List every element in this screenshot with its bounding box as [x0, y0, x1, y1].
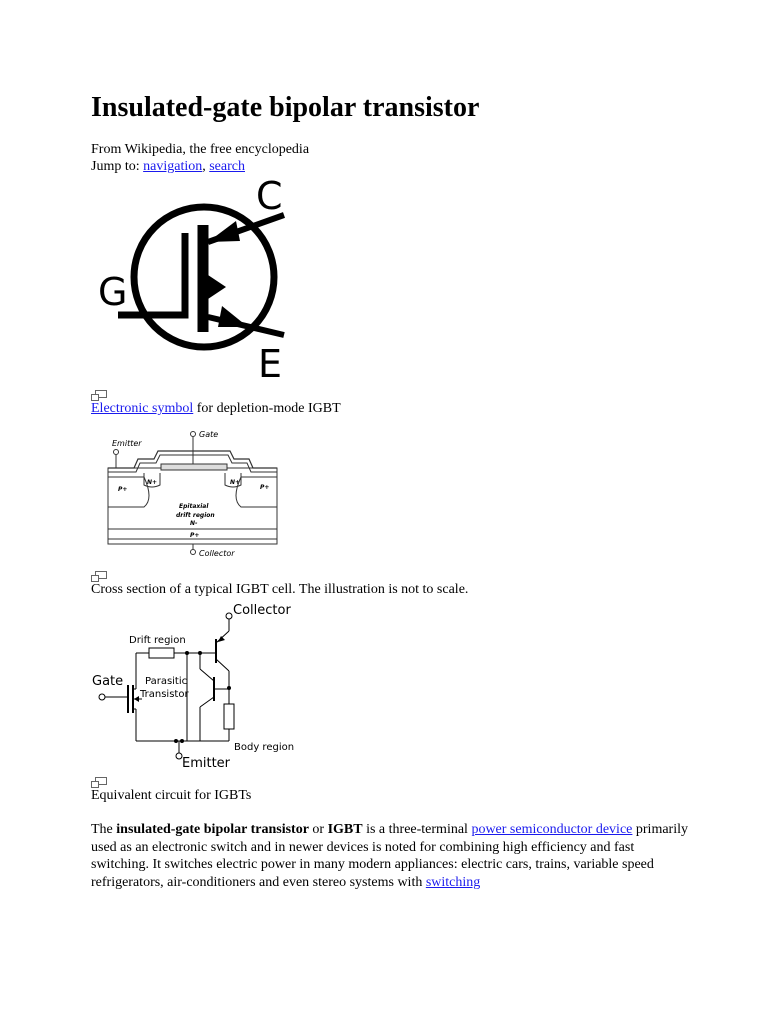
npn-collector-leg	[200, 669, 214, 681]
pnp-arrow	[218, 636, 225, 642]
gate-wedge	[208, 275, 226, 299]
caption-text: for depletion-mode IGBT	[196, 401, 341, 416]
ec-label-body-region: Body region	[234, 742, 295, 753]
body-resistor	[224, 704, 234, 729]
ec-label-drift-region: Drift region	[129, 635, 186, 646]
figure-caption-circuit: Equivalent circuit for IGBTs	[91, 788, 252, 803]
jump-to-label: Jump to:	[91, 159, 140, 174]
mos-arrow	[134, 696, 139, 702]
emitter-terminal	[114, 450, 119, 455]
drift-resistor	[149, 648, 174, 658]
navigation-link[interactable]: navigation	[143, 159, 203, 174]
cs-label-p-plus-bottom: P+	[190, 532, 200, 539]
pnp-emitter-leg	[216, 631, 229, 643]
intro-abbr: IGBT	[327, 822, 363, 837]
cs-label-drift-region: drift region	[176, 512, 215, 519]
cs-label-p-plus-left: P+	[118, 486, 128, 493]
label-g: G	[98, 270, 128, 314]
gate-terminal	[99, 694, 105, 700]
emitter-arrow	[218, 306, 248, 327]
search-link[interactable]: search	[209, 159, 245, 174]
intro-is-a: is a three-terminal	[366, 822, 468, 837]
jump-to-separator: ,	[202, 159, 206, 174]
label-e: E	[258, 342, 283, 385]
cs-label-collector: Collector	[199, 549, 235, 558]
intro-or: or	[312, 822, 325, 837]
ec-label-gate: Gate	[92, 674, 124, 689]
igbt-symbol-image[interactable]	[96, 175, 296, 385]
cs-label-p-plus-right: P+	[260, 484, 270, 491]
emitter-node-left	[174, 739, 178, 743]
cs-label-n-plus-right: N+	[230, 479, 241, 486]
gate-terminal	[191, 432, 196, 437]
igbt-cross-section-image[interactable]	[106, 427, 282, 559]
cs-label-gate: Gate	[199, 430, 219, 439]
page-title: Insulated-gate bipolar transistor	[91, 92, 480, 123]
ec-label-parasitic: Parasitic	[145, 676, 188, 687]
gate-poly	[161, 464, 227, 470]
ec-label-emitter: Emitter	[182, 756, 231, 771]
collector-arrow	[208, 221, 240, 242]
pnp-collector-leg	[216, 659, 229, 671]
intro-paragraph	[91, 821, 691, 891]
cs-label-n-minus: N-	[190, 520, 198, 527]
collector-terminal	[226, 613, 232, 619]
figure-caption-symbol	[91, 400, 341, 418]
body-node	[227, 686, 231, 690]
npn-emitter-leg	[200, 697, 214, 707]
cs-label-n-plus-left: N+	[147, 479, 158, 486]
jump-to-line	[91, 158, 245, 176]
ec-label-transistor: Transistor	[140, 689, 189, 700]
intro-term: insulated-gate bipolar transistor	[116, 822, 309, 837]
collector-terminal	[191, 550, 196, 555]
intro-the: The	[91, 822, 113, 837]
switching-link[interactable]: switching	[425, 874, 481, 890]
power-semiconductor-device-link[interactable]: power semiconductor device	[471, 822, 633, 837]
emitter-node	[180, 739, 184, 743]
cs-label-emitter: Emitter	[112, 439, 142, 448]
cs-label-epitaxial: Epitaxial	[179, 503, 209, 510]
intro-text: primarily used as an electronic switch and in newer devices is noted for combining high efficiency and fast switching. It switches electric power in many modern appliances: electric cars, trains, variable speed refrigerators, air-conditioners and even stereo systems with	[91, 822, 688, 890]
label-c: C	[256, 175, 283, 218]
from-line: From Wikipedia, the free encyclopedia	[91, 142, 310, 157]
igbt-equivalent-circuit-image[interactable]	[90, 599, 310, 773]
electronic-symbol-link[interactable]: Electronic symbol	[91, 401, 194, 416]
ec-label-collector: Collector	[233, 603, 291, 618]
figure-caption-cross-section: Cross section of a typical IGBT cell. The illustration is not to scale.	[91, 582, 469, 597]
gate-lead	[118, 233, 185, 315]
